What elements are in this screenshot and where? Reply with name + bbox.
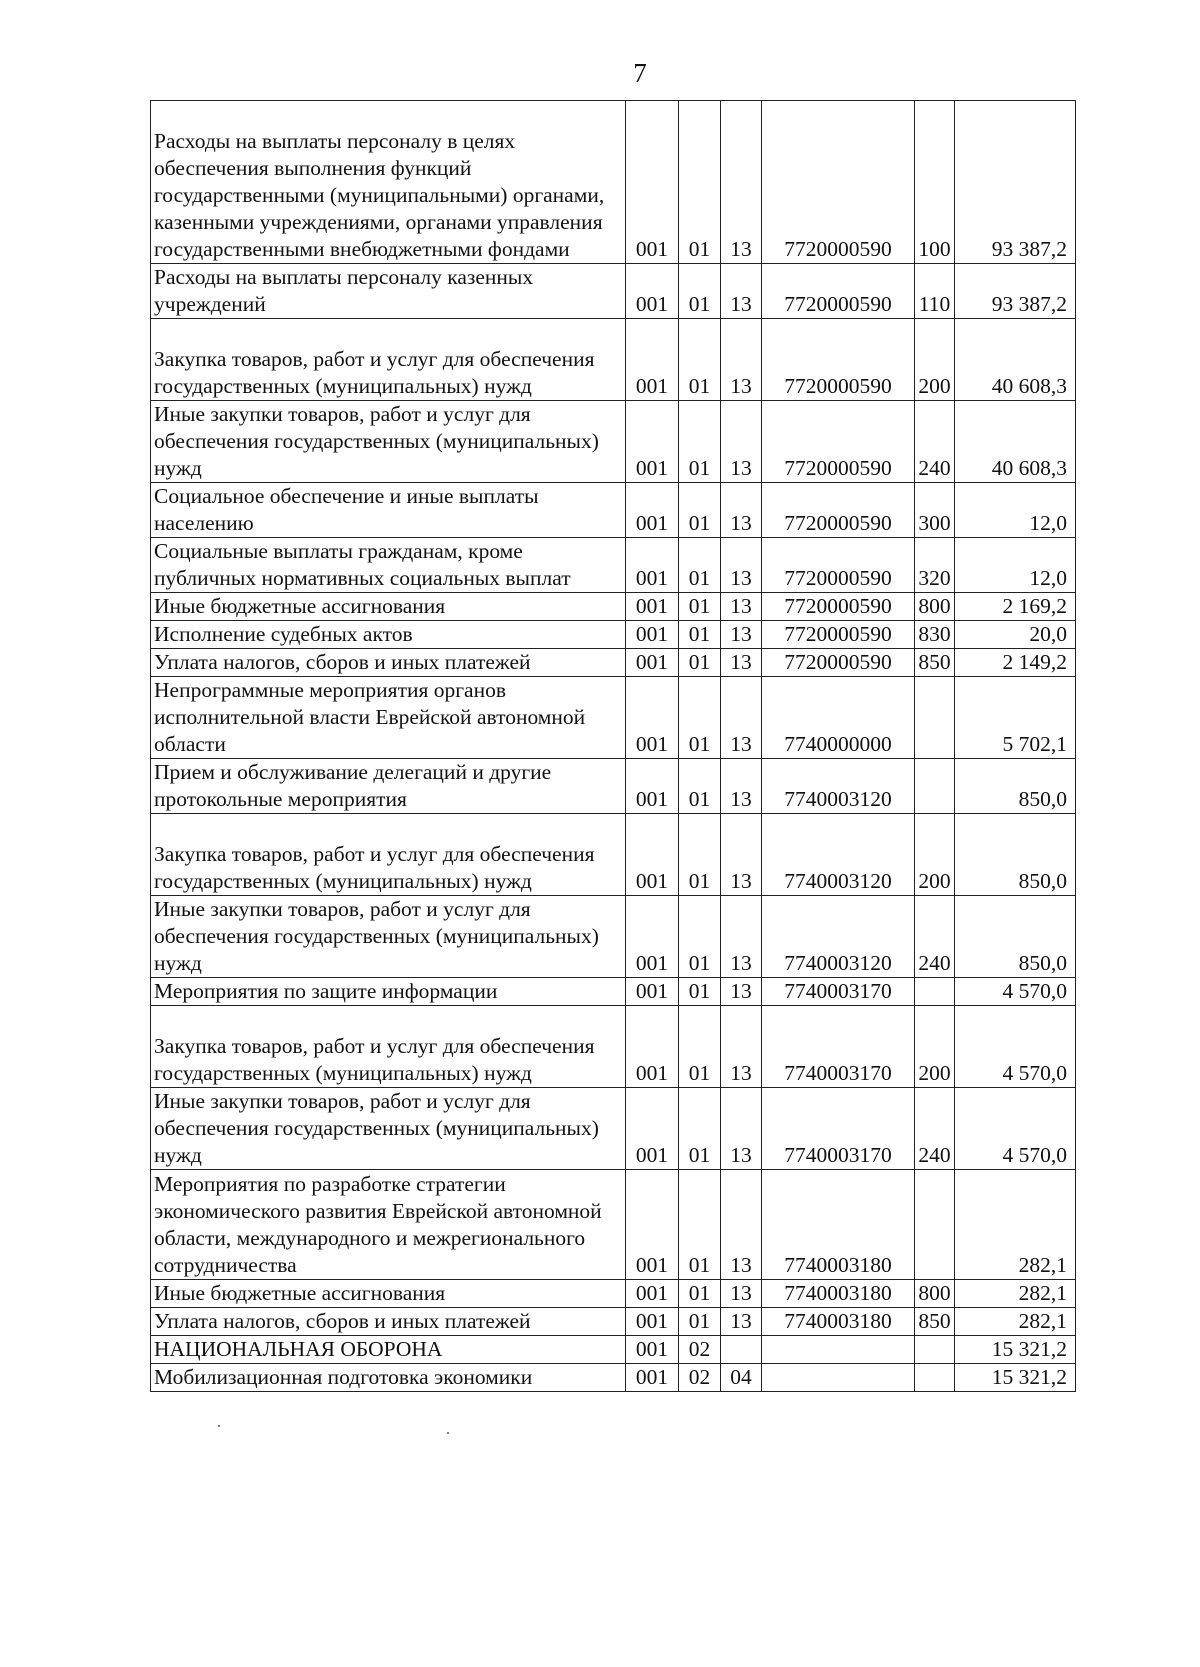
row-grbs: 001: [626, 1088, 679, 1170]
row-sum: 15 321,2: [955, 1364, 1076, 1392]
row-grbs: 001: [626, 101, 679, 264]
row-section: 01: [679, 649, 721, 677]
row-name: Уплата налогов, сборов и иных платежей: [151, 649, 626, 677]
row-grbs: 001: [626, 1170, 679, 1280]
row-expense-type: 800: [915, 593, 955, 621]
scan-speck: [447, 1432, 449, 1434]
row-name: Иные бюджетные ассигнования: [151, 593, 626, 621]
row-subsection: [721, 1336, 762, 1364]
row-sum: 40 608,3: [955, 319, 1076, 401]
row-sum: 282,1: [955, 1170, 1076, 1280]
row-grbs: 001: [626, 1280, 679, 1308]
row-subsection: 13: [721, 1308, 762, 1336]
table-row: [151, 1006, 1076, 1088]
row-sum: 20,0: [955, 621, 1076, 649]
row-expense-type: [915, 1364, 955, 1392]
row-target-article: 7740003120: [762, 814, 915, 896]
row-section: 01: [679, 319, 721, 401]
table-row: [151, 1364, 1076, 1392]
row-target-article: 7740003180: [762, 1170, 915, 1280]
row-expense-type: [915, 1336, 955, 1364]
row-name: Расходы на выплаты персоналу в целях обеспечения выполнения функций государственными (муниципальными) органами, казенными учреждениями, органами управления государственными внебюджетными фондами: [151, 101, 626, 264]
table-body: [151, 101, 1076, 1392]
row-name: Мобилизационная подготовка экономики: [151, 1364, 626, 1392]
row-subsection: 13: [721, 101, 762, 264]
row-section: 01: [679, 483, 721, 538]
row-section: 01: [679, 1006, 721, 1088]
row-expense-type: 240: [915, 401, 955, 483]
row-sum: 12,0: [955, 538, 1076, 593]
row-expense-type: 200: [915, 1006, 955, 1088]
page-number: 7: [633, 58, 647, 88]
row-section: 01: [679, 759, 721, 814]
row-subsection: 13: [721, 1088, 762, 1170]
table-row: [151, 978, 1076, 1006]
row-expense-type: 200: [915, 319, 955, 401]
row-name: Непрограммные мероприятия органов исполнительной власти Еврейской автономной области: [151, 677, 626, 759]
table-row: [151, 1336, 1076, 1364]
row-expense-type: 830: [915, 621, 955, 649]
row-sum: 93 387,2: [955, 264, 1076, 319]
row-expense-type: [915, 1170, 955, 1280]
row-expense-type: 200: [915, 814, 955, 896]
table-row: [151, 621, 1076, 649]
row-sum: 15 321,2: [955, 1336, 1076, 1364]
row-expense-type: 300: [915, 483, 955, 538]
row-section: 01: [679, 896, 721, 978]
row-section: 02: [679, 1336, 721, 1364]
row-section: 01: [679, 1170, 721, 1280]
row-section: 01: [679, 538, 721, 593]
row-sum: 282,1: [955, 1308, 1076, 1336]
row-target-article: [762, 1336, 915, 1364]
row-subsection: 13: [721, 621, 762, 649]
budget-table: [150, 100, 1076, 1392]
row-grbs: 001: [626, 401, 679, 483]
row-sum: 850,0: [955, 759, 1076, 814]
row-target-article: 7720000590: [762, 319, 915, 401]
table-row: [151, 814, 1076, 896]
row-section: 01: [679, 401, 721, 483]
row-expense-type: 800: [915, 1280, 955, 1308]
row-target-article: 7720000590: [762, 101, 915, 264]
row-name: Иные закупки товаров, работ и услуг для обеспечения государственных (муниципальных) нужд: [151, 401, 626, 483]
row-sum: 850,0: [955, 896, 1076, 978]
row-section: 01: [679, 978, 721, 1006]
row-sum: 93 387,2: [955, 101, 1076, 264]
row-target-article: 7740003120: [762, 896, 915, 978]
row-target-article: 7720000590: [762, 401, 915, 483]
row-grbs: 001: [626, 759, 679, 814]
row-grbs: 001: [626, 319, 679, 401]
row-name: Иные закупки товаров, работ и услуг для обеспечения государственных (муниципальных) нужд: [151, 896, 626, 978]
row-sum: 4 570,0: [955, 1006, 1076, 1088]
row-grbs: 001: [626, 264, 679, 319]
row-subsection: 13: [721, 1006, 762, 1088]
row-name: НАЦИОНАЛЬНАЯ ОБОРОНА: [151, 1336, 626, 1364]
row-target-article: 7720000590: [762, 264, 915, 319]
table-row: [151, 649, 1076, 677]
row-grbs: 001: [626, 621, 679, 649]
row-name: Уплата налогов, сборов и иных платежей: [151, 1308, 626, 1336]
table-row: [151, 1308, 1076, 1336]
row-name: Мероприятия по разработке стратегии экономического развития Еврейской автономной области, международного и межрегионального сотрудничества: [151, 1170, 626, 1280]
row-subsection: 13: [721, 593, 762, 621]
row-expense-type: 100: [915, 101, 955, 264]
row-expense-type: 240: [915, 896, 955, 978]
row-section: 01: [679, 621, 721, 649]
row-name: Закупка товаров, работ и услуг для обеспечения государственных (муниципальных) нужд: [151, 814, 626, 896]
row-subsection: 13: [721, 649, 762, 677]
row-subsection: 13: [721, 978, 762, 1006]
row-expense-type: 110: [915, 264, 955, 319]
table-row: [151, 896, 1076, 978]
row-expense-type: 850: [915, 649, 955, 677]
row-grbs: 001: [626, 978, 679, 1006]
table-row: [151, 101, 1076, 264]
row-expense-type: [915, 978, 955, 1006]
row-grbs: 001: [626, 677, 679, 759]
row-grbs: 001: [626, 1336, 679, 1364]
table-row: [151, 593, 1076, 621]
row-name: Расходы на выплаты персоналу казенных учреждений: [151, 264, 626, 319]
row-section: 01: [679, 1088, 721, 1170]
table-row: [151, 1170, 1076, 1280]
row-expense-type: 240: [915, 1088, 955, 1170]
table-row: [151, 483, 1076, 538]
row-sum: 2 149,2: [955, 649, 1076, 677]
row-section: 01: [679, 1308, 721, 1336]
row-section: 02: [679, 1364, 721, 1392]
row-sum: 4 570,0: [955, 978, 1076, 1006]
row-section: 01: [679, 101, 721, 264]
row-subsection: 13: [721, 896, 762, 978]
row-section: 01: [679, 1280, 721, 1308]
row-grbs: 001: [626, 1308, 679, 1336]
row-target-article: 7740003180: [762, 1308, 915, 1336]
row-subsection: 13: [721, 759, 762, 814]
row-section: 01: [679, 677, 721, 759]
row-target-article: 7740003170: [762, 978, 915, 1006]
row-name: Социальное обеспечение и иные выплаты населению: [151, 483, 626, 538]
row-grbs: 001: [626, 538, 679, 593]
row-name: Закупка товаров, работ и услуг для обеспечения государственных (муниципальных) нужд: [151, 1006, 626, 1088]
row-section: 01: [679, 264, 721, 319]
row-name: Иные закупки товаров, работ и услуг для обеспечения государственных (муниципальных) нужд: [151, 1088, 626, 1170]
row-grbs: 001: [626, 1006, 679, 1088]
row-subsection: 13: [721, 401, 762, 483]
table-row: [151, 759, 1076, 814]
row-subsection: 13: [721, 1170, 762, 1280]
row-section: 01: [679, 593, 721, 621]
row-subsection: 13: [721, 677, 762, 759]
row-name: Исполнение судебных актов: [151, 621, 626, 649]
row-subsection: 04: [721, 1364, 762, 1392]
row-subsection: 13: [721, 1280, 762, 1308]
row-target-article: 7720000590: [762, 593, 915, 621]
row-sum: 850,0: [955, 814, 1076, 896]
row-grbs: 001: [626, 483, 679, 538]
row-subsection: 13: [721, 264, 762, 319]
row-target-article: 7720000590: [762, 649, 915, 677]
row-target-article: 7740003170: [762, 1006, 915, 1088]
row-sum: 2 169,2: [955, 593, 1076, 621]
table-row: [151, 538, 1076, 593]
scan-speck: [218, 1425, 220, 1427]
table-row: [151, 264, 1076, 319]
row-expense-type: 850: [915, 1308, 955, 1336]
row-subsection: 13: [721, 814, 762, 896]
row-grbs: 001: [626, 896, 679, 978]
row-target-article: 7740003120: [762, 759, 915, 814]
table-row: [151, 677, 1076, 759]
row-name: Социальные выплаты гражданам, кроме публичных нормативных социальных выплат: [151, 538, 626, 593]
row-expense-type: 320: [915, 538, 955, 593]
row-target-article: [762, 1364, 915, 1392]
row-target-article: 7720000590: [762, 538, 915, 593]
row-expense-type: [915, 759, 955, 814]
row-grbs: 001: [626, 814, 679, 896]
row-grbs: 001: [626, 593, 679, 621]
row-name: Прием и обслуживание делегаций и другие протокольные мероприятия: [151, 759, 626, 814]
table-row: [151, 319, 1076, 401]
table-row: [151, 1280, 1076, 1308]
row-name: Закупка товаров, работ и услуг для обеспечения государственных (муниципальных) нужд: [151, 319, 626, 401]
table-row: [151, 1088, 1076, 1170]
row-section: 01: [679, 814, 721, 896]
row-sum: 5 702,1: [955, 677, 1076, 759]
row-sum: 282,1: [955, 1280, 1076, 1308]
row-name: Иные бюджетные ассигнования: [151, 1280, 626, 1308]
row-sum: 4 570,0: [955, 1088, 1076, 1170]
table-row: [151, 401, 1076, 483]
row-target-article: 7720000590: [762, 621, 915, 649]
row-sum: 12,0: [955, 483, 1076, 538]
row-sum: 40 608,3: [955, 401, 1076, 483]
row-name: Мероприятия по защите информации: [151, 978, 626, 1006]
row-target-article: 7740000000: [762, 677, 915, 759]
row-target-article: 7740003170: [762, 1088, 915, 1170]
row-subsection: 13: [721, 538, 762, 593]
row-target-article: 7720000590: [762, 483, 915, 538]
row-grbs: 001: [626, 649, 679, 677]
row-expense-type: [915, 677, 955, 759]
row-subsection: 13: [721, 319, 762, 401]
row-grbs: 001: [626, 1364, 679, 1392]
row-target-article: 7740003180: [762, 1280, 915, 1308]
row-subsection: 13: [721, 483, 762, 538]
